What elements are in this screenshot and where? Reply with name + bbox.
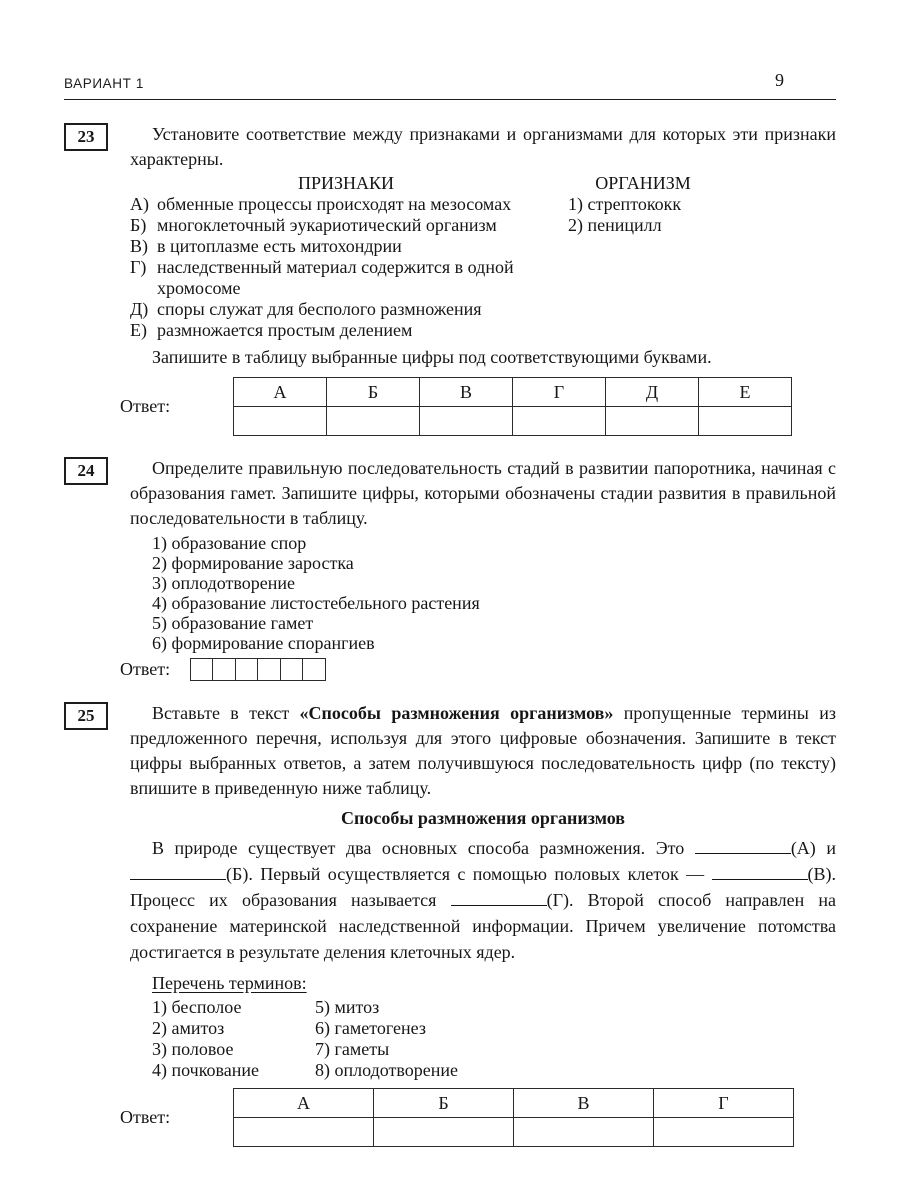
answer-cell (513, 407, 606, 436)
question-24-answer-row (120, 658, 836, 681)
blank-label: (Б) (226, 864, 249, 884)
answer-cell (514, 1118, 654, 1147)
answer-column-header: Д (606, 378, 699, 407)
blank-line (695, 852, 791, 854)
intro-bold-title: «Способы размножения организмов» (299, 703, 614, 723)
organism-item: 2) пеницилл (568, 215, 662, 235)
feature-item (130, 257, 562, 299)
term-item: 3) половое (152, 1039, 234, 1059)
answer-column-header: А (234, 1089, 374, 1118)
feature-letter: Б) (130, 215, 147, 235)
blank-line (451, 904, 547, 906)
feature-text: обменные процессы происходят на мезосомах (157, 194, 512, 214)
answer-label: Ответ: (120, 396, 171, 416)
q24-stages (152, 533, 836, 653)
feature-item (130, 299, 562, 320)
answer-cell (234, 1118, 374, 1147)
question-23-instruction: Запишите в таблицу выбранные цифры под соответствующими буквами. (152, 347, 712, 367)
answer-label: Ответ: (120, 659, 171, 679)
passage-text: . Процесс их образования называется (130, 864, 836, 910)
question-25-number-box: 25 (64, 702, 108, 730)
q23-answer-table (233, 377, 792, 436)
answer-cell (699, 407, 792, 436)
answer-cell (212, 658, 236, 681)
question-23-intro: Установите соответствие между признаками и организмами для которых эти признаки характерны. (130, 124, 836, 169)
answer-label: Ответ: (120, 1107, 171, 1127)
stage-item: 6) формирование спорангиев (152, 633, 375, 653)
feature-text: споры служат для бесполого размножения (157, 299, 482, 319)
stage-item: 2) формирование заростка (152, 553, 354, 573)
feature-letter: Е) (130, 320, 147, 340)
intro-text: Вставьте в текст (152, 703, 300, 723)
features-heading: ПРИЗНАКИ (297, 173, 395, 193)
question-24-number-box: 24 (64, 457, 108, 485)
passage-title: Способы размножения организмов (340, 808, 626, 828)
feature-item (130, 236, 562, 257)
feature-text: размножается простым делением (157, 320, 413, 340)
answer-cell (234, 407, 327, 436)
feature-item (130, 320, 562, 341)
feature-letter: В) (130, 236, 148, 256)
blank-label: (В) (807, 864, 832, 884)
answer-cell (327, 407, 420, 436)
q25-passage (130, 835, 836, 965)
feature-letter: Г) (130, 257, 147, 277)
table-value-row (234, 407, 792, 436)
term-item: 7) гаметы (315, 1039, 390, 1059)
matching-columns (130, 194, 836, 341)
term-item: 5) митоз (315, 997, 380, 1017)
q25-answer-table (233, 1088, 794, 1147)
answer-column-header: В (420, 378, 513, 407)
page-number: 9 (775, 70, 784, 90)
question-23 (64, 122, 836, 436)
q25-terms (152, 997, 458, 1081)
question-25-intro (130, 701, 836, 801)
feature-text: в цитоплазме есть митохондрии (157, 236, 402, 256)
feature-letter: А) (130, 194, 149, 214)
stage-item: 3) оплодотворение (152, 573, 295, 593)
question-24-intro: Определите правильную последовательность стадий в развитии папоротника, начиная с образования гамет. Запишите цифры, которыми обозначены стадии развития в правильной последовательности в таблицу. (130, 458, 836, 528)
question-24 (64, 456, 836, 681)
table-value-row (234, 1118, 794, 1147)
answer-column-header: В (514, 1089, 654, 1118)
feature-item (130, 215, 562, 236)
feature-text: наследственный материал содержится в одной хромосоме (157, 257, 514, 298)
term-item: 4) почкование (152, 1060, 260, 1080)
answer-column-header: Г (513, 378, 606, 407)
answer-cell (374, 1118, 514, 1147)
term-item: 6) гаметогенез (315, 1018, 426, 1038)
table-header-row (234, 1089, 794, 1118)
answer-cell (654, 1118, 794, 1147)
question-25 (64, 701, 836, 1147)
passage-text: . Первый осуществляется с помощью половых клеток — (248, 864, 712, 884)
variant-label: ВАРИАНТ 1 (64, 76, 144, 91)
blank-label: (А) (790, 838, 816, 858)
terms-heading: Перечень терминов: (152, 973, 307, 993)
passage-text: и (815, 838, 836, 858)
answer-cell (235, 658, 259, 681)
answer-column-header: Б (327, 378, 420, 407)
page-header (64, 70, 836, 100)
q24-answer-cells (190, 658, 326, 681)
answer-column-header: А (234, 378, 327, 407)
q23-organisms (568, 194, 681, 236)
intro-text: пропущенные термины из предложенного перечня, используя для этого цифровые обозначения. Запишите в текст цифры выбранных ответов, а затем получившуюся последовательность цифр (по тексту) впишите в приведенную ниже таблицу. (130, 703, 836, 798)
stage-item: 4) образование листостебельного растения (152, 593, 480, 613)
term-item: 8) оплодотворение (315, 1060, 458, 1080)
answer-column-header: Б (374, 1089, 514, 1118)
table-header-row (234, 378, 792, 407)
stage-item: 1) образование спор (152, 533, 307, 553)
blank-line (712, 878, 808, 880)
answer-cell (302, 658, 326, 681)
question-23-number-box: 23 (64, 123, 108, 151)
answer-cell (280, 658, 304, 681)
q23-features (130, 194, 562, 341)
feature-item (130, 194, 562, 215)
passage-text: В природе существует два основных способа размножения. Это (152, 838, 695, 858)
answer-cell (606, 407, 699, 436)
feature-text: многоклеточный эукариотический организм (157, 215, 497, 235)
question-23-answer-row (120, 377, 836, 436)
organism-item: 1) стрептококк (568, 194, 682, 214)
stage-item: 5) образование гамет (152, 613, 314, 633)
passage-text: . Второй способ направлен на сохранение материнской наследственной информации. Причем увеличение потомства достигается в результате деления клеточных ядер. (130, 890, 836, 962)
term-item: 2) амитоз (152, 1018, 225, 1038)
term-item: 1) бесполое (152, 997, 242, 1017)
answer-cell (420, 407, 513, 436)
feature-letter: Д) (130, 299, 149, 319)
answer-cell (257, 658, 281, 681)
blank-label: (Г) (546, 890, 569, 910)
organism-heading: ОРГАНИЗМ (595, 173, 691, 193)
answer-column-header: Г (654, 1089, 794, 1118)
blank-line (130, 878, 226, 880)
answer-cell (190, 658, 214, 681)
matching-column-headings (130, 172, 836, 194)
answer-column-header: Е (699, 378, 792, 407)
question-25-answer-row (120, 1088, 836, 1147)
